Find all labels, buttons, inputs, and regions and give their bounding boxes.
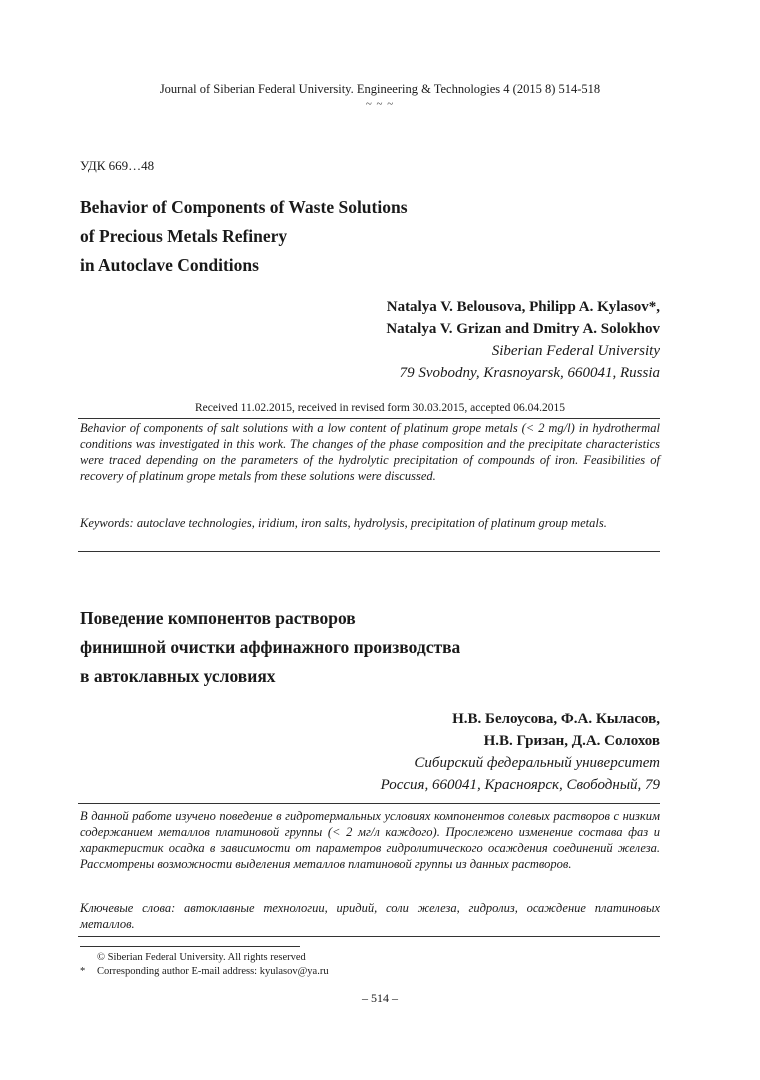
- authors-russian: [340, 708, 660, 796]
- abstract-english: Behavior of components of salt solutions with a low content of platinum grope metals (< 2 mg/l) in hydrothermal conditions was investigated in this work. The changes of the phase composition and the precipitate characteristics were traced depending on the parameters of the hydrolytic precipitation of compounds of iron. Feasibilities of recovery of platinum grope metals from these solutions were discussed.: [80, 421, 660, 483]
- divider-ru-bottom: [78, 936, 660, 937]
- abstract-russian: В данной работе изучено поведение в гидротермальных условиях компонентов солевых растворов с низким содержанием металлов платиновой группы (< 2 мг/л каждого). Прослежено изменение состава фаз и характеристик осадка в зависимости от параметров гидролитического осаждения соединений железа. Рассмотрены возможности выделения металлов платиновой группы из данных растворов.: [80, 809, 660, 871]
- title-en-line: Behavior of Components of Waste Solutions: [80, 197, 408, 217]
- page-number: – 514 –: [362, 991, 398, 1005]
- author-names-line: Н.В. Белоусова, Ф.А. Кыласов,: [452, 711, 660, 727]
- affiliation-line: Россия, 660041, Красноярск, Свободный, 79: [380, 777, 660, 793]
- copyright-note: © Siberian Federal University. All rights reserved: [97, 952, 306, 963]
- corresponding-author-text: Corresponding author E-mail address: kyulasov@ya.ru: [97, 966, 329, 977]
- divider-top: [78, 418, 660, 419]
- affiliation-line: Сибирский федеральный университет: [414, 755, 660, 771]
- title-english: [80, 193, 640, 280]
- affiliation-line: 79 Svobodny, Krasnoyarsk, 660041, Russia: [399, 365, 660, 381]
- divider-ru-top: [78, 803, 660, 804]
- title-en-line: in Autoclave Conditions: [80, 255, 259, 275]
- keywords-russian: Ключевые слова: автоклавные технологии, иридий, соли железа, гидролиз, осаждение платиновых металлов.: [80, 901, 660, 931]
- journal-header: Journal of Siberian Federal University. Engineering & Technologies 4 (2015 8) 514-518: [159, 82, 601, 96]
- author-names-line: Natalya V. Belousova, Philipp A. Kylasov*,: [386, 299, 660, 315]
- title-ru-line: в автоклавных условиях: [80, 666, 276, 686]
- author-names-line: Natalya V. Grizan and Dmitry A. Solokhov: [386, 321, 660, 337]
- divider-bottom: [78, 551, 660, 552]
- footnote-separator: [80, 946, 300, 947]
- title-en-line: of Precious Metals Refinery: [80, 226, 288, 246]
- received-dates: Received 11.02.2015, received in revised form 30.03.2015, accepted 06.04.2015: [194, 402, 566, 414]
- footnote-mark: *: [80, 966, 86, 977]
- header-ornament: ~ ~ ~: [365, 98, 395, 110]
- title-ru-line: Поведение компонентов растворов: [80, 608, 356, 628]
- affiliation-line: Siberian Federal University: [491, 343, 660, 359]
- corresponding-author-note: [80, 965, 329, 979]
- udk-code: УДК 669…48: [80, 158, 155, 173]
- keywords-english: Keywords: autoclave technologies, iridium, iron salts, hydrolysis, precipitation of platinum group metals.: [80, 516, 607, 530]
- title-ru-line: финишной очистки аффинажного производства: [80, 637, 461, 657]
- author-names-line: Н.В. Гризан, Д.А. Солохов: [483, 733, 660, 749]
- authors-english: [340, 296, 660, 384]
- title-russian: [80, 604, 640, 691]
